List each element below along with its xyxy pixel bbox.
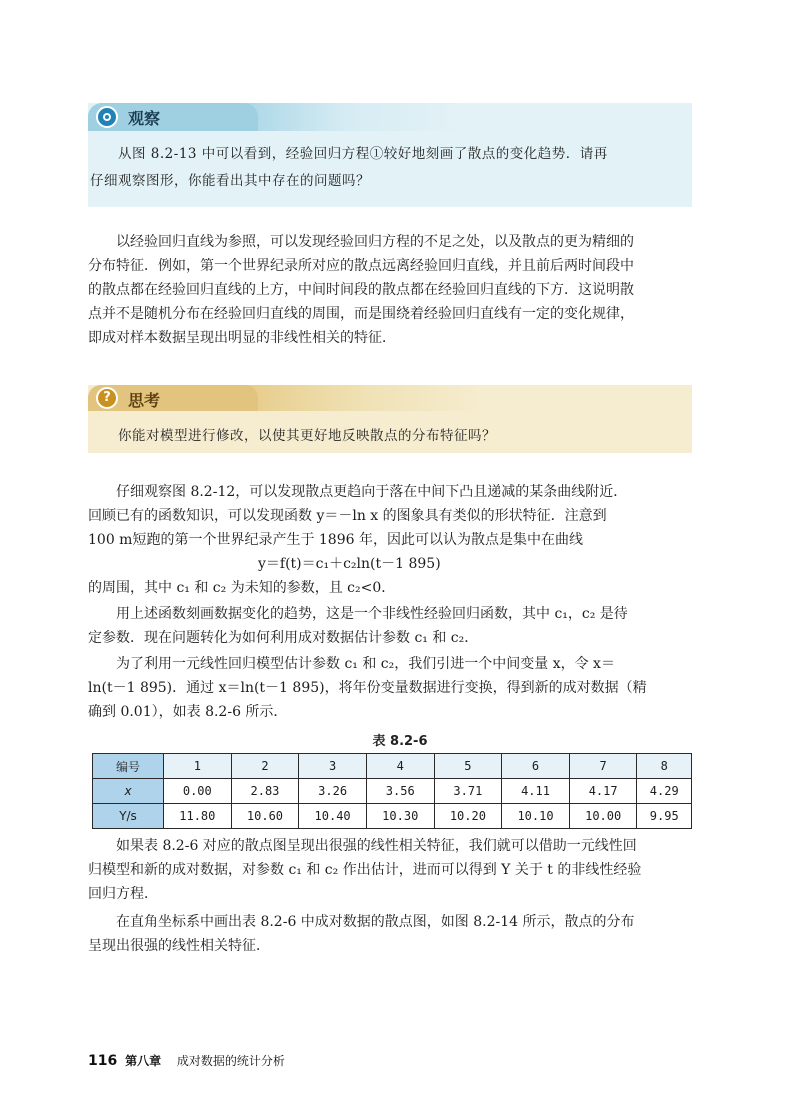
text-line: 分布特征．例如，第一个世界纪录所对应的散点远离经验回归直线，并且前后两时间段中 xyxy=(88,258,634,274)
table-cell: 10.10 xyxy=(502,804,570,829)
formula: y＝f(t)＝c₁＋c₂ln(t－1 895) xyxy=(258,556,441,572)
text-line: 100 m短跑的第一个世界纪录产生于 1896 年，因此可以认为散点是集中在曲线 xyxy=(88,532,583,548)
table-cell: 2 xyxy=(231,754,299,779)
page-number: 116 xyxy=(88,1053,118,1069)
text-line: 即成对样本数据呈现出明显的非线性相关的特征． xyxy=(88,330,396,346)
text-line: ln(t－1 895)．通过 x＝ln(t－1 895)，将年份变量数据进行变换，得到新的成对数据（精 xyxy=(88,680,647,696)
text-line: 点并不是随机分布在经验回归直线的周围，而是围绕着经验回归直线有一定的变化规律， xyxy=(88,306,634,322)
table-cell: 4.29 xyxy=(637,779,692,804)
think-title: 思考 xyxy=(128,391,161,410)
table-cell: 10.30 xyxy=(366,804,434,829)
observe-icon xyxy=(96,106,118,128)
row-header: Y/s xyxy=(93,804,164,829)
paragraph-3 xyxy=(88,602,694,650)
table-cell: 4.17 xyxy=(569,779,637,804)
row-header: x xyxy=(93,779,164,804)
paragraph-2 xyxy=(88,480,694,600)
chapter-title: 成对数据的统计分析 xyxy=(176,1054,285,1068)
text-line: 确到 0.01），如表 8.2-6 所示． xyxy=(88,704,288,720)
table-cell: 3.26 xyxy=(299,779,367,804)
text-line: 用上述函数刻画数据变化的趋势，这是一个非线性经验回归函数，其中 c₁，c₂ 是待 xyxy=(116,606,628,622)
text-line: 以经验回归直线为参照，可以发现经验回归方程的不足之处，以及散点的更为精细的 xyxy=(116,234,634,250)
text-line: 定参数．现在问题转化为如何利用成对数据估计参数 c₁ 和 c₂． xyxy=(88,630,479,646)
text-line: 回归方程． xyxy=(88,886,158,902)
table-cell: 10.20 xyxy=(434,804,502,829)
paragraph-4 xyxy=(88,652,694,724)
table-cell: 10.60 xyxy=(231,804,299,829)
table-cell: 9.95 xyxy=(637,804,692,829)
text-line: 回顾已有的函数知识，可以发现函数 y＝－ln x 的图象具有类似的形状特征．注意到 xyxy=(88,508,607,524)
table-cell: 5 xyxy=(434,754,502,779)
table-cell: 3.71 xyxy=(434,779,502,804)
table-cell: 2.83 xyxy=(231,779,299,804)
page-footer xyxy=(88,1052,285,1069)
table-cell: 11.80 xyxy=(164,804,232,829)
table-cell: 4.11 xyxy=(502,779,570,804)
text-line: 的周围，其中 c₁ 和 c₂ 为未知的参数，且 c₂<0． xyxy=(88,580,396,596)
table-cell: 8 xyxy=(637,754,692,779)
question-icon: ? xyxy=(96,387,118,409)
table-caption: 表 8.2-6 xyxy=(372,734,428,749)
observe-title: 观察 xyxy=(128,109,161,128)
table-cell: 6 xyxy=(502,754,570,779)
text-line: 呈现出很强的线性相关特征． xyxy=(88,938,270,954)
text-line: 在直角坐标系中画出表 8.2-6 中成对数据的散点图，如图 8.2-14 所示，散点的分布 xyxy=(116,914,635,930)
think-text: 你能对模型进行修改，以使其更好地反映散点的分布特征吗？ xyxy=(118,428,496,444)
table-row xyxy=(93,779,692,804)
paragraph-5 xyxy=(88,834,694,906)
table-row xyxy=(93,804,692,829)
row-header: 编号 xyxy=(93,754,164,779)
table-cell: 10.40 xyxy=(299,804,367,829)
observe-header xyxy=(88,103,692,131)
chapter-label: 第八章 xyxy=(125,1054,162,1068)
table-cell: 10.00 xyxy=(569,804,637,829)
think-header xyxy=(88,385,692,411)
observe-text-line-1: 从图 8.2-13 中可以看到，经验回归方程①较好地刻画了散点的变化趋势．请再 xyxy=(118,146,608,162)
table-cell: 3 xyxy=(299,754,367,779)
table-row xyxy=(93,754,692,779)
paragraph-1 xyxy=(88,230,694,350)
text-line: 如果表 8.2-6 对应的散点图呈现出很强的线性相关特征，我们就可以借助一元线性回 xyxy=(116,838,637,854)
table-cell: 4 xyxy=(366,754,434,779)
table-cell: 1 xyxy=(164,754,232,779)
table-cell: 7 xyxy=(569,754,637,779)
text-line: 的散点都在经验回归直线的上方，中间时间段的散点都在经验回归直线的下方．这说明散 xyxy=(88,282,634,298)
text-line: 归模型和新的成对数据，对参数 c₁ 和 c₂ 作出估计，进而可以得到 Y 关于 t 的非线性经验 xyxy=(88,862,642,878)
observe-text-line-2: 仔细观察图形，你能看出其中存在的问题吗？ xyxy=(90,173,370,189)
text-line: 仔细观察图 8.2-12，可以发现散点更趋向于落在中间下凸且递减的某条曲线附近． xyxy=(116,484,628,500)
text-line: 为了利用一元线性回归模型估计参数 c₁ 和 c₂，我们引进一个中间变量 x，令 x＝ xyxy=(116,656,615,672)
table-cell: 0.00 xyxy=(164,779,232,804)
paragraph-6 xyxy=(88,910,694,958)
data-table xyxy=(92,753,692,829)
table-cell: 3.56 xyxy=(366,779,434,804)
